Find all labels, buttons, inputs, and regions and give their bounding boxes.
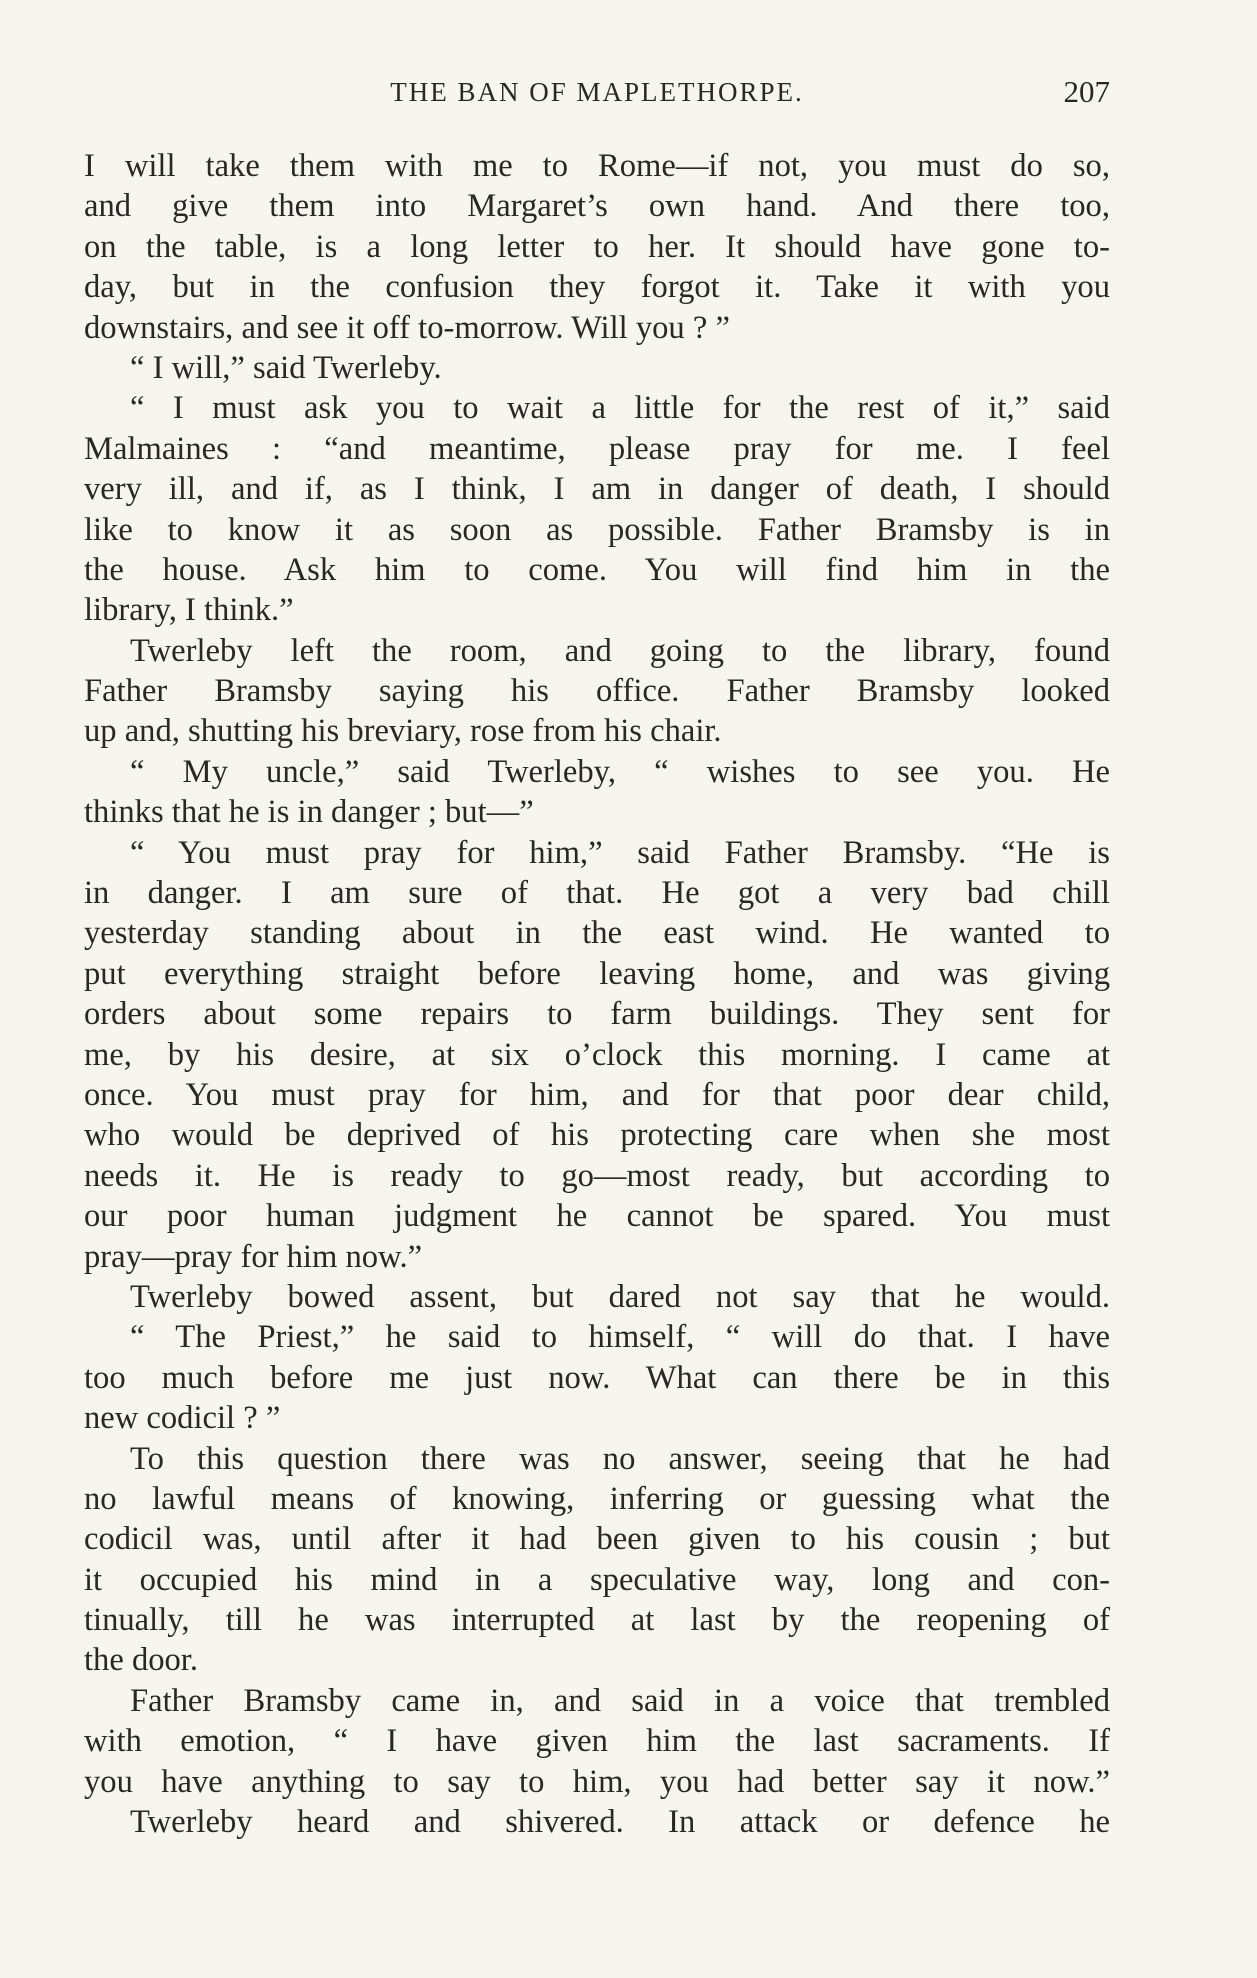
- text-line: Malmaines : “and meantime, please pray for me. I feel: [84, 430, 1110, 467]
- text-line: it occupied his mind in a speculative way, long and con-: [84, 1561, 1110, 1598]
- page-number: 207: [1063, 74, 1110, 109]
- text-line: To this question there was no answer, seeing that he had: [130, 1440, 1110, 1477]
- running-head: [84, 72, 1110, 112]
- text-line: too much before me just now. What can there be in this: [84, 1359, 1110, 1396]
- body-text: [84, 146, 1110, 1842]
- text-line: like to know it as soon as possible. Father Bramsby is in: [84, 511, 1110, 548]
- text-line: codicil was, until after it had been given to his cousin ; but: [84, 1521, 1110, 1558]
- text-line: and give them into Margaret’s own hand. And there too,: [84, 188, 1110, 225]
- text-line: Father Bramsby saying his office. Father Bramsby looked: [84, 673, 1110, 710]
- text-line: our poor human judgment he cannot be spared. You must: [84, 1198, 1110, 1235]
- text-line: Twerleby left the room, and going to the library, found: [130, 632, 1110, 669]
- text-line: downstairs, and see it off to-morrow. Will you ? ”: [84, 309, 730, 346]
- text-line: thinks that he is in danger ; but—”: [84, 794, 534, 831]
- text-line: once. You must pray for him, and for that poor dear child,: [84, 1076, 1110, 1113]
- text-line: on the table, is a long letter to her. It should have gone to-: [84, 228, 1110, 265]
- text-line: library, I think.”: [84, 592, 294, 629]
- text-line: “ I will,” said Twerleby.: [130, 349, 442, 386]
- text-line: me, by his desire, at six o’clock this morning. I came at: [84, 1036, 1110, 1073]
- text-line: Twerleby heard and shivered. In attack or defence he: [130, 1804, 1110, 1841]
- text-line: day, but in the confusion they forgot it. Take it with you: [84, 269, 1110, 306]
- text-line: Father Bramsby came in, and said in a voice that trembled: [130, 1682, 1110, 1719]
- text-line: Twerleby bowed assent, but dared not say that he would.: [130, 1278, 1110, 1315]
- text-line: “ The Priest,” he said to himself, “ will do that. I have: [130, 1319, 1110, 1356]
- text-line: who would be deprived of his protecting care when she most: [84, 1117, 1110, 1154]
- text-line: new codicil ? ”: [84, 1400, 281, 1437]
- text-line: pray—pray for him now.”: [84, 1238, 423, 1275]
- text-line: the house. Ask him to come. You will find him in the: [84, 551, 1110, 588]
- text-line: with emotion, “ I have given him the last sacraments. If: [84, 1723, 1110, 1760]
- text-line: no lawful means of knowing, inferring or guessing what the: [84, 1480, 1110, 1517]
- running-title: THE BAN OF MAPLETHORPE.: [390, 77, 804, 107]
- text-line: yesterday standing about in the east wind. He wanted to: [84, 915, 1110, 952]
- text-line: up and, shutting his breviary, rose from his chair.: [84, 713, 722, 750]
- text-line: in danger. I am sure of that. He got a very bad chill: [84, 875, 1110, 912]
- text-line: tinually, till he was interrupted at last by the reopening of: [84, 1602, 1110, 1639]
- text-line: very ill, and if, as I think, I am in danger of death, I should: [84, 471, 1110, 508]
- text-line: the door.: [84, 1642, 199, 1679]
- text-line: needs it. He is ready to go—most ready, but according to: [84, 1157, 1110, 1194]
- text-line: put everything straight before leaving home, and was giving: [84, 955, 1110, 992]
- text-line: “ My uncle,” said Twerleby, “ wishes to see you. He: [130, 753, 1110, 790]
- text-line: you have anything to say to him, you had better say it now.”: [84, 1763, 1110, 1800]
- text-line: “ You must pray for him,” said Father Bramsby. “He is: [130, 834, 1110, 871]
- text-line: I will take them with me to Rome—if not, you must do so,: [84, 148, 1110, 184]
- text-line: “ I must ask you to wait a little for the rest of it,” said: [130, 390, 1110, 427]
- text-line: orders about some repairs to farm buildings. They sent for: [84, 996, 1110, 1033]
